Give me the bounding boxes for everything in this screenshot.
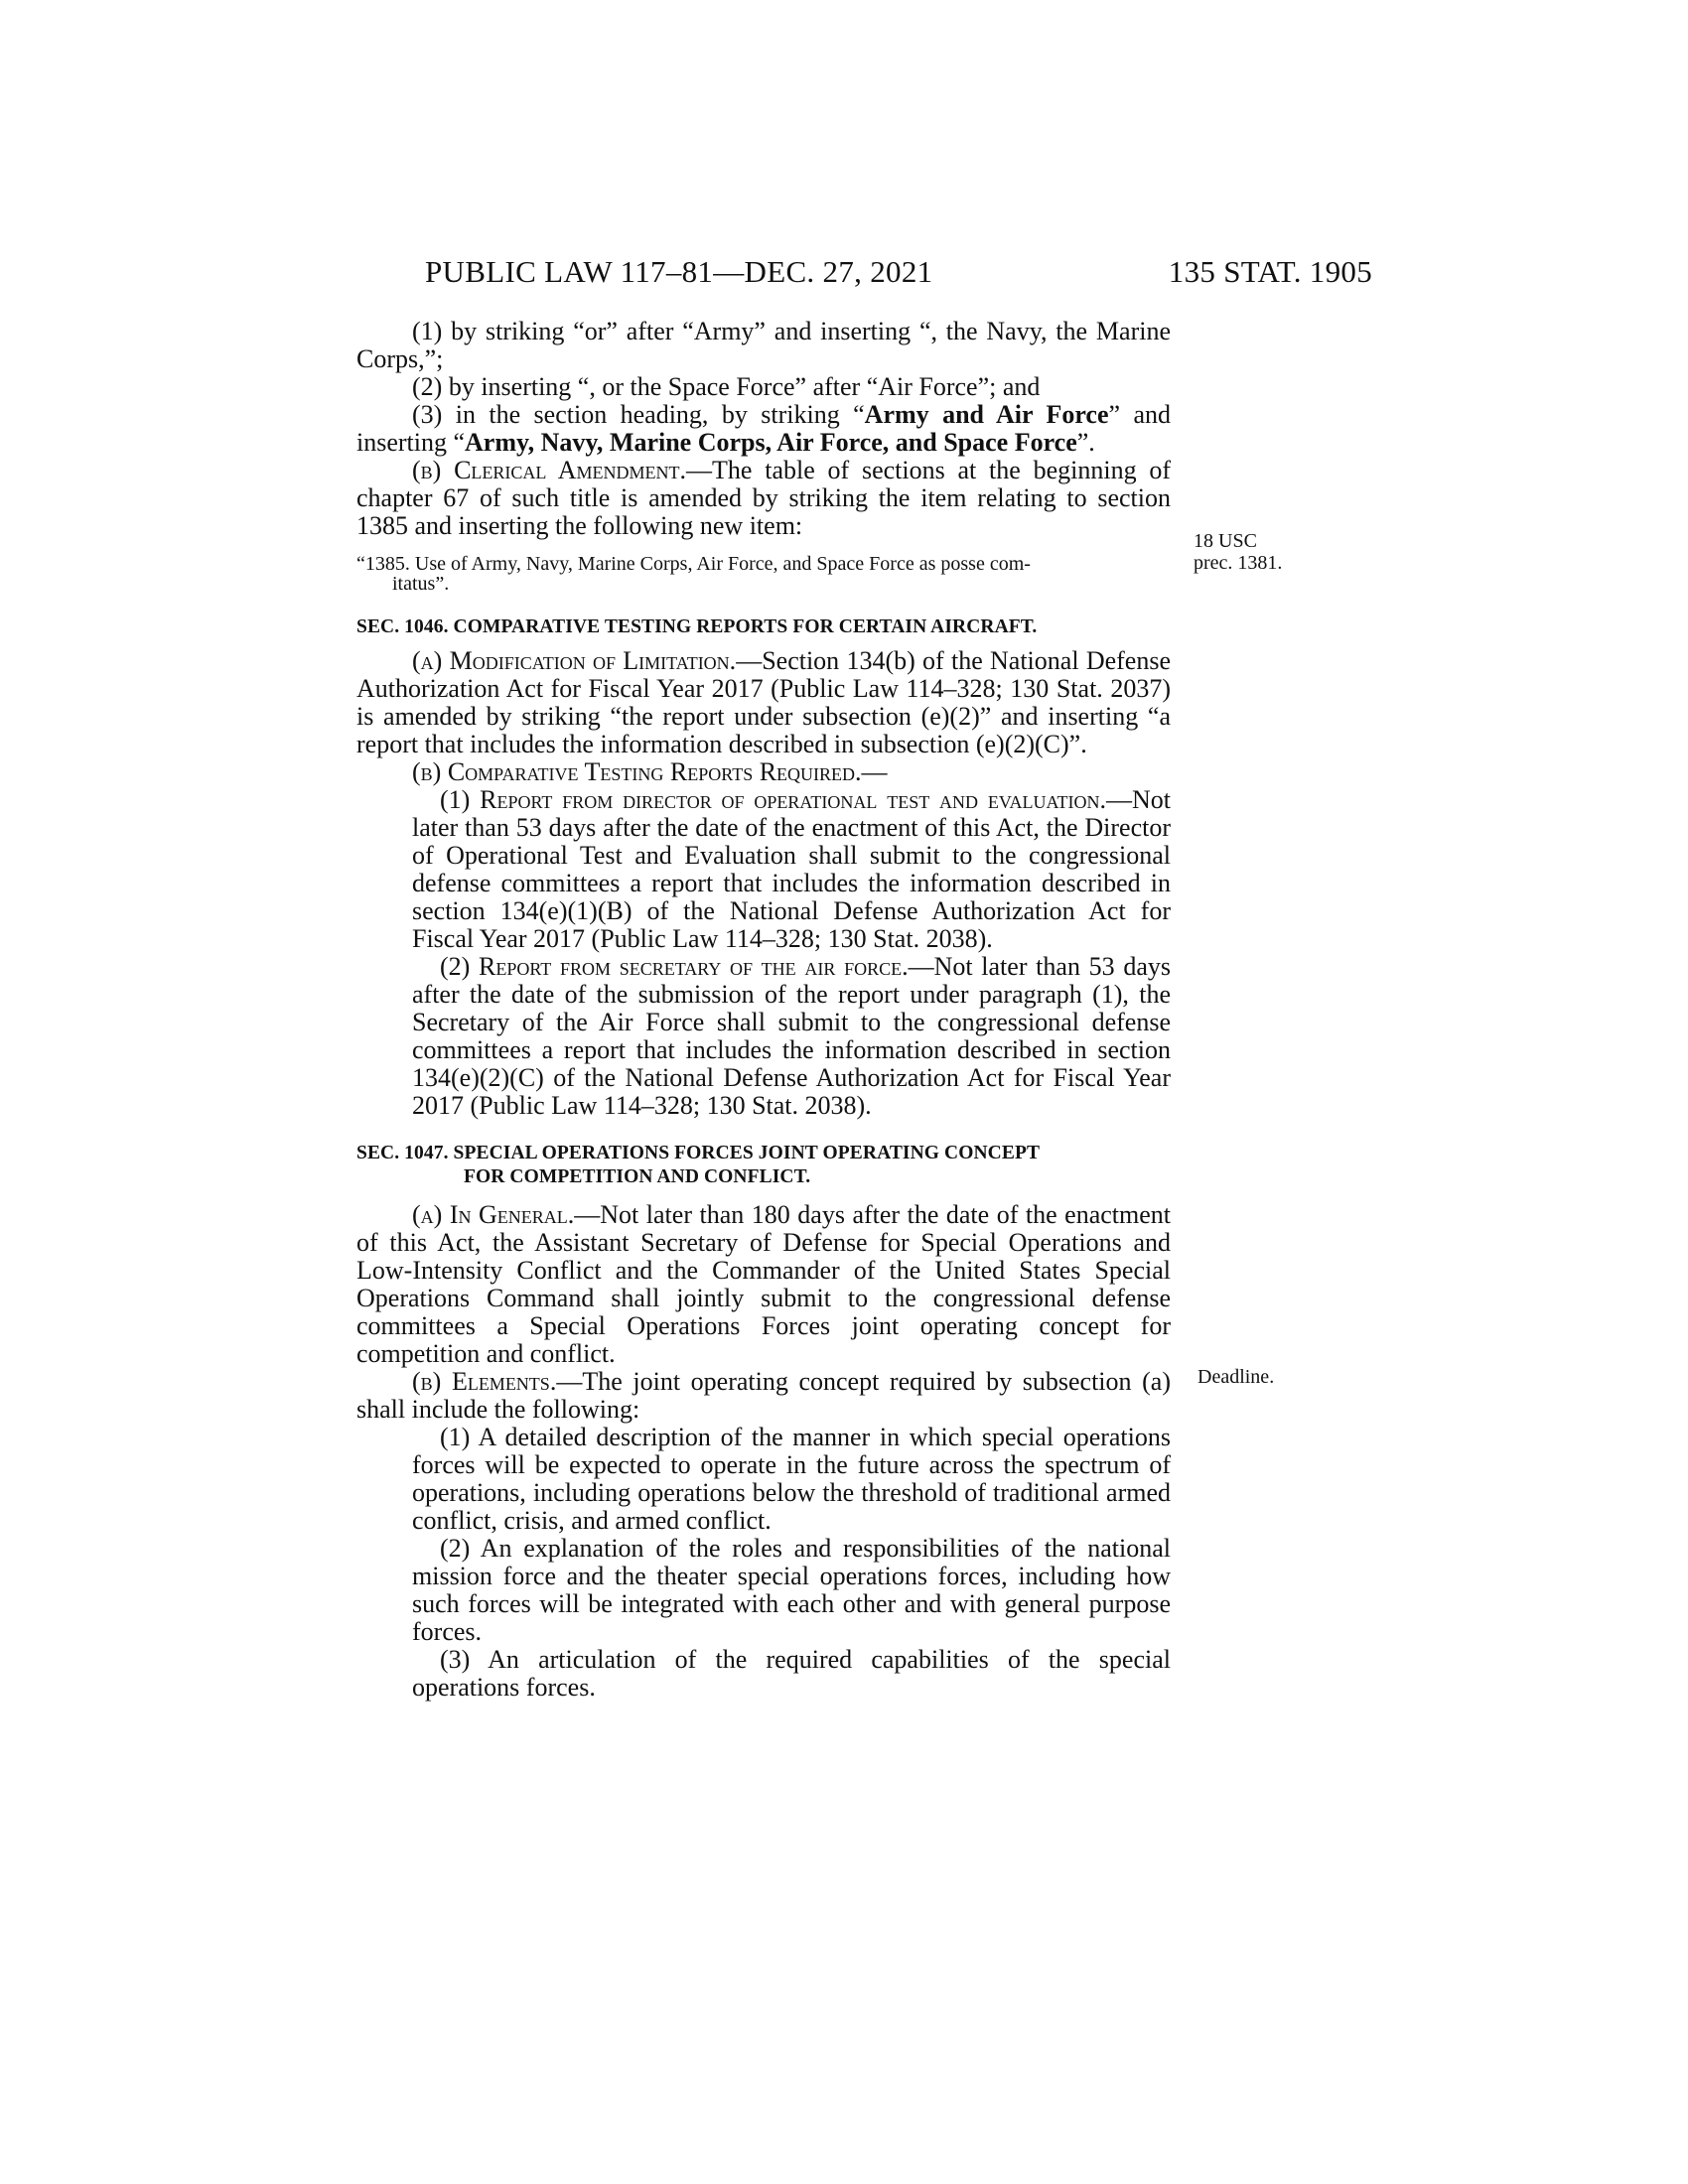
page-number: 135 STAT. 1905	[1168, 254, 1372, 289]
sec-1046-b-text: —	[861, 757, 888, 786]
sec-1047-b-3: (3) An articulation of the required capabilities of the special operations forces.	[412, 1645, 1171, 1702]
new-table-item	[356, 554, 1171, 594]
margin-note-deadline: Deadline.	[1197, 1366, 1275, 1388]
new-item-line-2: itatus”.	[392, 573, 450, 595]
amendment-a-para-2: (2) by inserting “, or the Space Force” after “Air Force”; and	[412, 372, 1041, 401]
sec-1047-b-2: (2) An explanation of the roles and responsibilities of the national mission force and the theater special operations forces, including how such forces will be integrated with each other and with general purpose forces.	[412, 1534, 1171, 1646]
document-body	[356, 318, 1171, 1702]
para3-mid: ” and inserting “	[356, 400, 1171, 457]
sec-1047-b-text: —The joint operating concept required by subsection (a) shall include the following:	[356, 1367, 1171, 1424]
amendment-a-para-3	[356, 401, 1171, 457]
amendment-b-heading: (b) Clerical Amendment.	[412, 456, 687, 484]
sec-1046-b-2	[356, 953, 1171, 1120]
sec-1046-a-text: —Section 134(b) of the National Defense Authorization Act for Fiscal Year 2017 (Public Law 114–328; 130 Stat. 2037) is amended by striking “the report under subsection (e)(2)” and inserting “a report that includes the information described in subsection (e)(2)(C)”.	[356, 646, 1171, 758]
amendment-b	[356, 457, 1171, 540]
sec-1047-heading-line-1: SEC. 1047. SPECIAL OPERATIONS FORCES JOINT OPERATING CONCEPT	[356, 1143, 1041, 1163]
para3-new-heading: Army, Navy, Marine Corps, Air Force, and Space Force	[465, 428, 1077, 457]
sec-1046-b-2-text: —Not later than 53 days after the date of the submission of the report under paragraph (1), the Secretary of the Air Force shall submit to the congressional defense committees a report that includes the information described in section 134(e)(2)(C) of the National Defense Authorization Act for Fiscal Year 2017 (Public Law 114–328; 130 Stat. 2038).	[412, 952, 1171, 1120]
sec-1047-b-1: (1) A detailed description of the manner in which special operations forces will be expected to operate in the future across the spectrum of operations, including operations below the threshold of traditional armed conflict, crisis, and armed conflict.	[412, 1423, 1171, 1535]
sec-1047-heading-line-2: FOR COMPETITION AND CONFLICT.	[464, 1166, 811, 1187]
sec-1046-b-1	[356, 786, 1171, 953]
sec-1046-b-heading: (b) Comparative Testing Reports Required.	[412, 757, 862, 786]
para3-suffix: ”.	[1076, 428, 1095, 457]
margin-note-usc	[1194, 530, 1282, 574]
sec-1046-b-1-heading: (1) Report from director of operational test and evaluation.	[440, 785, 1106, 814]
sec-1046-b	[356, 758, 1171, 786]
sec-1047-b-heading: (b) Elements.	[412, 1367, 557, 1396]
sec-1047-heading	[356, 1142, 1171, 1189]
page-header	[0, 254, 1688, 294]
sec-1046-a	[356, 647, 1171, 758]
sec-1046-b-1-text: —Not later than 53 days after the date of the enactment of this Act, the Director of Operational Test and Evaluation shall submit to the congressional defense committees a report that includes the information described in section 134(e)(1)(B) of the National Defense Authorization Act for Fiscal Year 2017 (Public Law 114–328; 130 Stat. 2038).	[412, 785, 1171, 953]
sec-1047-a-heading: (a) In General.	[412, 1200, 575, 1229]
sec-1047-a	[356, 1201, 1171, 1368]
margin-note-usc-line-1: 18 USC	[1194, 530, 1257, 552]
sec-1047-a-text: —Not later than 180 days after the date of the enactment of this Act, the Assistant Secretary of Defense for Special Operations and Low-Intensity Conflict and the Commander of the United States Special Operations Command shall jointly submit to the congressional defense committees a Special Operations Forces joint operating concept for competition and conflict.	[356, 1200, 1171, 1368]
sec-1046-heading: SEC. 1046. COMPARATIVE TESTING REPORTS FOR CERTAIN AIRCRAFT.	[356, 616, 1038, 637]
sec-1047-b	[356, 1368, 1171, 1424]
margin-note-usc-line-2: prec. 1381.	[1194, 552, 1283, 574]
sec-1046-a-heading: (a) Modification of Limitation.	[412, 646, 737, 675]
new-item-line-1: “1385. Use of Army, Navy, Marine Corps, Air Force, and Space Force as posse com-	[356, 553, 1031, 575]
para3-prefix: (3) in the section heading, by striking “	[412, 400, 865, 429]
running-head: PUBLIC LAW 117–81—DEC. 27, 2021	[425, 254, 933, 289]
para3-old-heading: Army and Air Force	[864, 400, 1109, 429]
amendment-a-para-1: (1) by striking “or” after “Army” and inserting “, the Navy, the Marine Corps,”;	[356, 317, 1171, 373]
amendment-b-text: —The table of sections at the beginning of chapter 67 of such title is amended by striking the item relating to section 1385 and inserting the following new item:	[356, 456, 1171, 540]
sec-1046-b-2-heading: (2) Report from secretary of the air force.	[440, 952, 909, 981]
